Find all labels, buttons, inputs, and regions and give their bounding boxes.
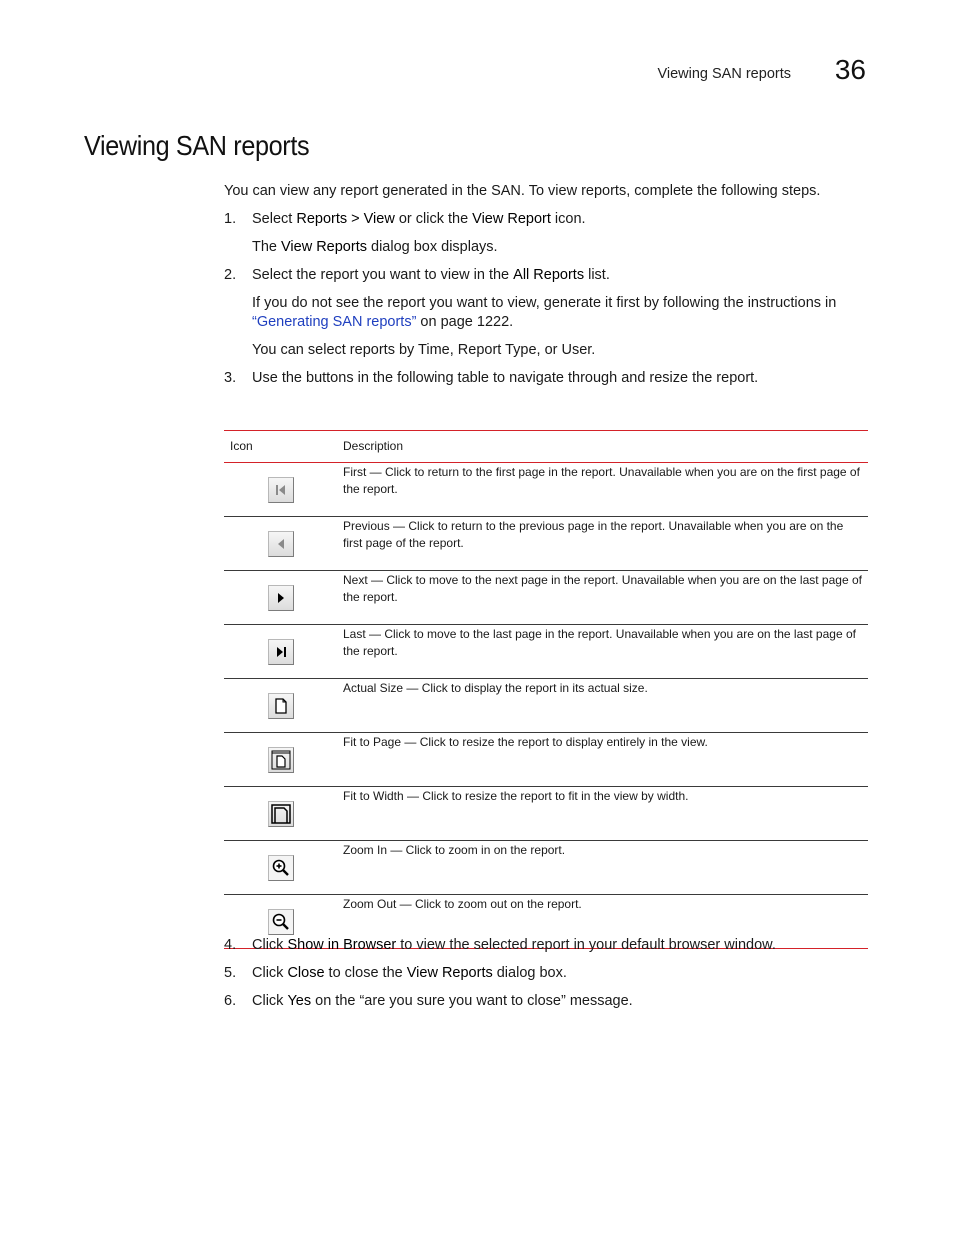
step-number: 5.	[224, 965, 237, 981]
table-row	[224, 463, 868, 517]
column-header-icon: Icon	[224, 431, 337, 463]
step-1-note: The View Reports dialog box displays.	[252, 239, 498, 255]
zoom-in-icon	[268, 855, 294, 881]
step-text: Click Yes on the “are you sure you want to close” message.	[252, 993, 633, 1009]
fit-to-width-icon	[268, 801, 294, 827]
row-description: Fit to Width — Click to resize the report to fit in the view by width.	[337, 787, 868, 841]
table-header-row	[224, 431, 868, 463]
intro-paragraph: You can view any report generated in the SAN. To view reports, complete the following steps.	[224, 183, 821, 199]
actual-size-icon	[268, 693, 294, 719]
ui-term: View Report	[472, 211, 551, 227]
step-number: 1.	[224, 211, 237, 227]
running-head-section: Viewing SAN reports	[657, 66, 791, 82]
row-description: Fit to Page — Click to resize the report to display entirely in the view.	[337, 733, 868, 787]
ui-term: Reports > View	[296, 211, 395, 227]
row-description: Previous — Click to return to the previous page in the report. Unavailable when you are on the first page of the report.	[337, 517, 868, 571]
row-description: Actual Size — Click to display the report in its actual size.	[337, 679, 868, 733]
table-row	[224, 787, 868, 841]
table-row	[224, 517, 868, 571]
step-2-note: If you do not see the report you want to view, generate it first by following the instructions in “Generating SAN reports” on page 1222.	[252, 295, 837, 330]
page-title: Viewing SAN reports	[84, 130, 310, 161]
icon-table	[224, 430, 868, 949]
step-text: Select the report you want to view in the All Reports list.	[252, 267, 610, 283]
step-text: Select Reports > View or click the View Report icon.	[252, 211, 586, 227]
chapter-number: 36	[834, 54, 866, 85]
table-row	[224, 679, 868, 733]
step-number: 2.	[224, 267, 237, 283]
column-header-description: Description	[337, 431, 868, 463]
cross-reference-link[interactable]: “Generating SAN reports”	[252, 314, 417, 330]
ui-term: Show in Browser	[287, 937, 397, 953]
zoom-out-icon	[268, 909, 294, 935]
ui-term: View Reports	[281, 239, 367, 255]
step-number: 3.	[224, 370, 237, 386]
step-text: Use the buttons in the following table to navigate through and resize the report.	[252, 370, 759, 386]
row-description: First — Click to return to the first page in the report. Unavailable when you are on the first page of the report.	[337, 463, 868, 517]
ui-term: Yes	[287, 993, 312, 1009]
ui-term: View Reports	[406, 965, 493, 981]
next-page-icon	[268, 585, 294, 611]
first-page-icon	[268, 477, 294, 503]
table-row	[224, 625, 868, 679]
table-row	[224, 841, 868, 895]
step-text: Click Show in Browser to view the selected report in your default browser window.	[252, 937, 776, 953]
ui-term: All Reports	[513, 267, 585, 283]
row-description: Zoom In — Click to zoom in on the report.	[337, 841, 868, 895]
step-number: 6.	[224, 993, 237, 1009]
last-page-icon	[268, 639, 294, 665]
table-row	[224, 733, 868, 787]
fit-to-page-icon	[268, 747, 294, 773]
step-text: Click Close to close the View Reports dialog box.	[252, 965, 567, 981]
table-row	[224, 571, 868, 625]
ui-term: Close	[287, 965, 325, 981]
step-number: 4.	[224, 937, 237, 953]
row-description: Next — Click to move to the next page in the report. Unavailable when you are on the last page of the report.	[337, 571, 868, 625]
previous-page-icon	[268, 531, 294, 557]
row-description: Last — Click to move to the last page in the report. Unavailable when you are on the last page of the report.	[337, 625, 868, 679]
step-2-note-2: You can select reports by Time, Report Type, or User.	[252, 342, 596, 358]
running-head	[600, 54, 866, 92]
row-description: Zoom Out — Click to zoom out on the report.	[337, 895, 868, 949]
